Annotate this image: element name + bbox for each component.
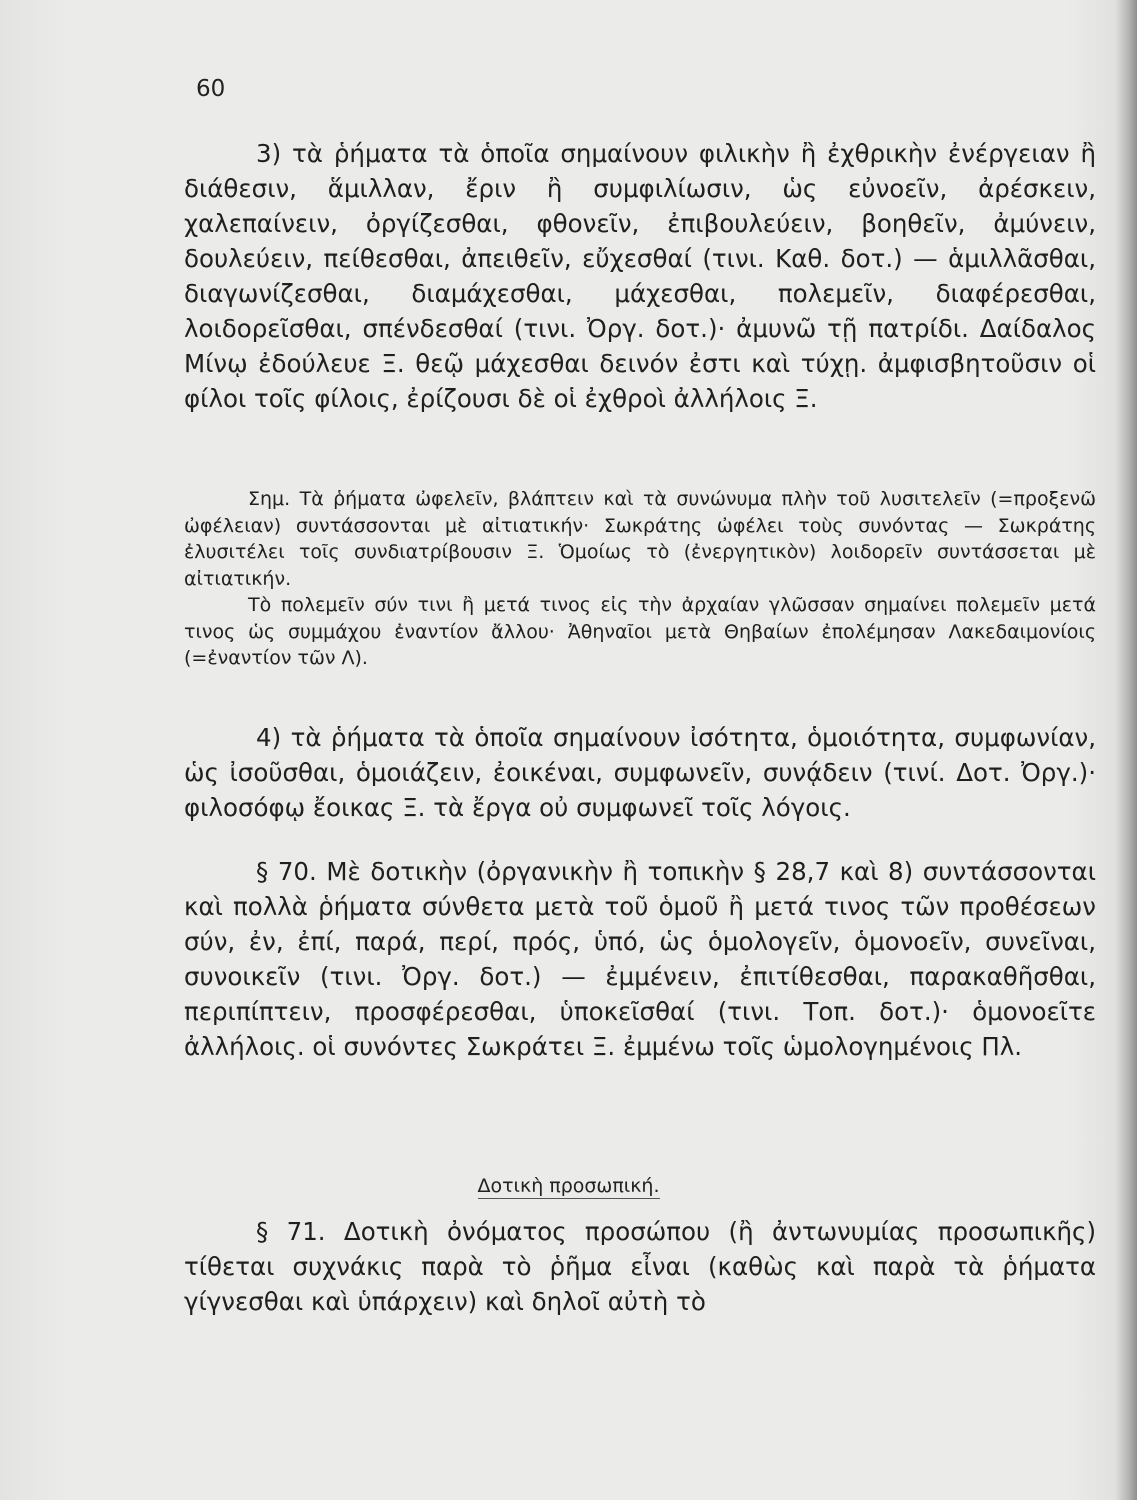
page-number: 60 xyxy=(196,76,226,102)
note-paragraph-2: Τὸ πολεμεῖν σύν τινι ἢ μετά τινος εἰς τὴν ἀρχαίαν γλῶσσαν σημαίνει πολεμεῖν μετά τινος ὡς συμμάχου ἐναντίον ἄλλου· Ἀθηναῖοι μετὰ Θηβαίων ἐπολέμησαν Λακεδαιμονίοις (=ἐναντίον τῶν Λ). xyxy=(184,594,1096,669)
section-71-paragraph xyxy=(184,1214,1096,1319)
section-heading xyxy=(0,1175,1137,1197)
note-block xyxy=(184,486,1096,672)
section-70-paragraph xyxy=(184,854,1096,1064)
section-heading-text: Δοτικὴ προσωπική. xyxy=(477,1175,660,1197)
note-paragraph-1: Σημ. Τὰ ῥήματα ὠφελεῖν, βλάπτειν καὶ τὰ συνώνυμα πλὴν τοῦ λυσιτελεῖν (=προξενῶ ὠφέλειαν) συντάσσονται μὲ αἰτιατικήν· Σωκράτης ὠφέλει τοὺς συνόντας — Σωκράτης ἐλυσιτέλει τοῖς συνδιατρίβουσιν Ξ. Ὁμοίως τὸ (ἐνεργητικὸν) λοιδορεῖν συντάσσεται μὲ αἰτιατικήν. xyxy=(184,488,1096,590)
section-3-text: 3) τὰ ῥήματα τὰ ὁποῖα σημαίνουν φιλικὴν ἢ ἐχθρικὴν ἐνέργειαν ἢ διάθεσιν, ἅμιλλαν, ἔριν ἢ συμφιλίωσιν, ὡς εὐνοεῖν, ἀρέσκειν, χαλεπαίνειν, ὀργίζεσθαι, φθονεῖν, ἐπιβουλεύειν, βοηθεῖν, ἀμύνειν, δουλεύειν, πείθεσθαι, ἀπειθεῖν, εὔχεσθαί (τινι. Καθ. δοτ.) — ἁμιλλᾶσθαι, διαγωνίζεσθαι, διαμάχεσθαι, μάχεσθαι, πολεμεῖν, διαφέρεσθαι, λοιδορεῖσθαι, σπένδεσθαί (τινι. Ὀργ. δοτ.)· ἀμυνῶ τῇ πατρίδι. Δαίδαλος Μίνῳ ἐδούλευε Ξ. θεῷ μάχεσθαι δεινόν ἐστι καὶ τύχῃ. ἀμφισβητοῦσιν οἱ φίλοι τοῖς φίλοις, ἐρίζουσι δὲ οἱ ἐχθροὶ ἀλλήλοις Ξ. xyxy=(184,139,1096,413)
section-3-paragraph xyxy=(184,136,1096,416)
section-70-text: § 70. Μὲ δοτικὴν (ὀργανικὴν ἢ τοπικὴν § 28,7 καὶ 8) συντάσσονται καὶ πολλὰ ῥήματα σύνθετα μετὰ τοῦ ὁμοῦ ἢ μετά τινος τῶν προθέσεων σύν, ἐν, ἐπί, παρά, περί, πρός, ὑπό, ὡς ὁμολογεῖν, ὁμονοεῖν, συνεῖναι, συνοικεῖν (τινι. Ὀργ. δοτ.) — ἐμμένειν, ἐπιτίθεσθαι, παρακαθῆσθαι, περιπίπτειν, προσφέρεσθαι, ὑποκεῖσθαί (τινι. Τοπ. δοτ.)· ὁμονοεῖτε ἀλλήλοις. οἱ συνόντες Σωκράτει Ξ. ἐμμένω τοῖς ὡμολογημένοις Πλ. xyxy=(184,857,1096,1061)
section-71-text: § 71. Δοτικὴ ὀνόματος προσώπου (ἢ ἀντωνυμίας προσωπικῆς) τίθεται συχνάκις παρὰ τὸ ῥῆμα εἶναι (καθὼς καὶ παρὰ τὰ ῥήματα γίγνεσθαι καὶ ὑπάρχειν) καὶ δηλοῖ αὐτὴ τὸ xyxy=(184,1217,1096,1316)
section-4-paragraph xyxy=(184,720,1096,825)
section-4-text: 4) τὰ ῥήματα τὰ ὁποῖα σημαίνουν ἰσότητα, ὁμοιότητα, συμφωνίαν, ὡς ἰσοῦσθαι, ὁμοιάζειν, ἐοικέναι, συμφωνεῖν, συνᾴδειν (τινί. Δοτ. Ὀργ.)· φιλοσόφῳ ἔοικας Ξ. τὰ ἔργα οὐ συμφωνεῖ τοῖς λόγοις. xyxy=(184,723,1096,822)
page-spine-shadow xyxy=(1115,0,1137,1500)
